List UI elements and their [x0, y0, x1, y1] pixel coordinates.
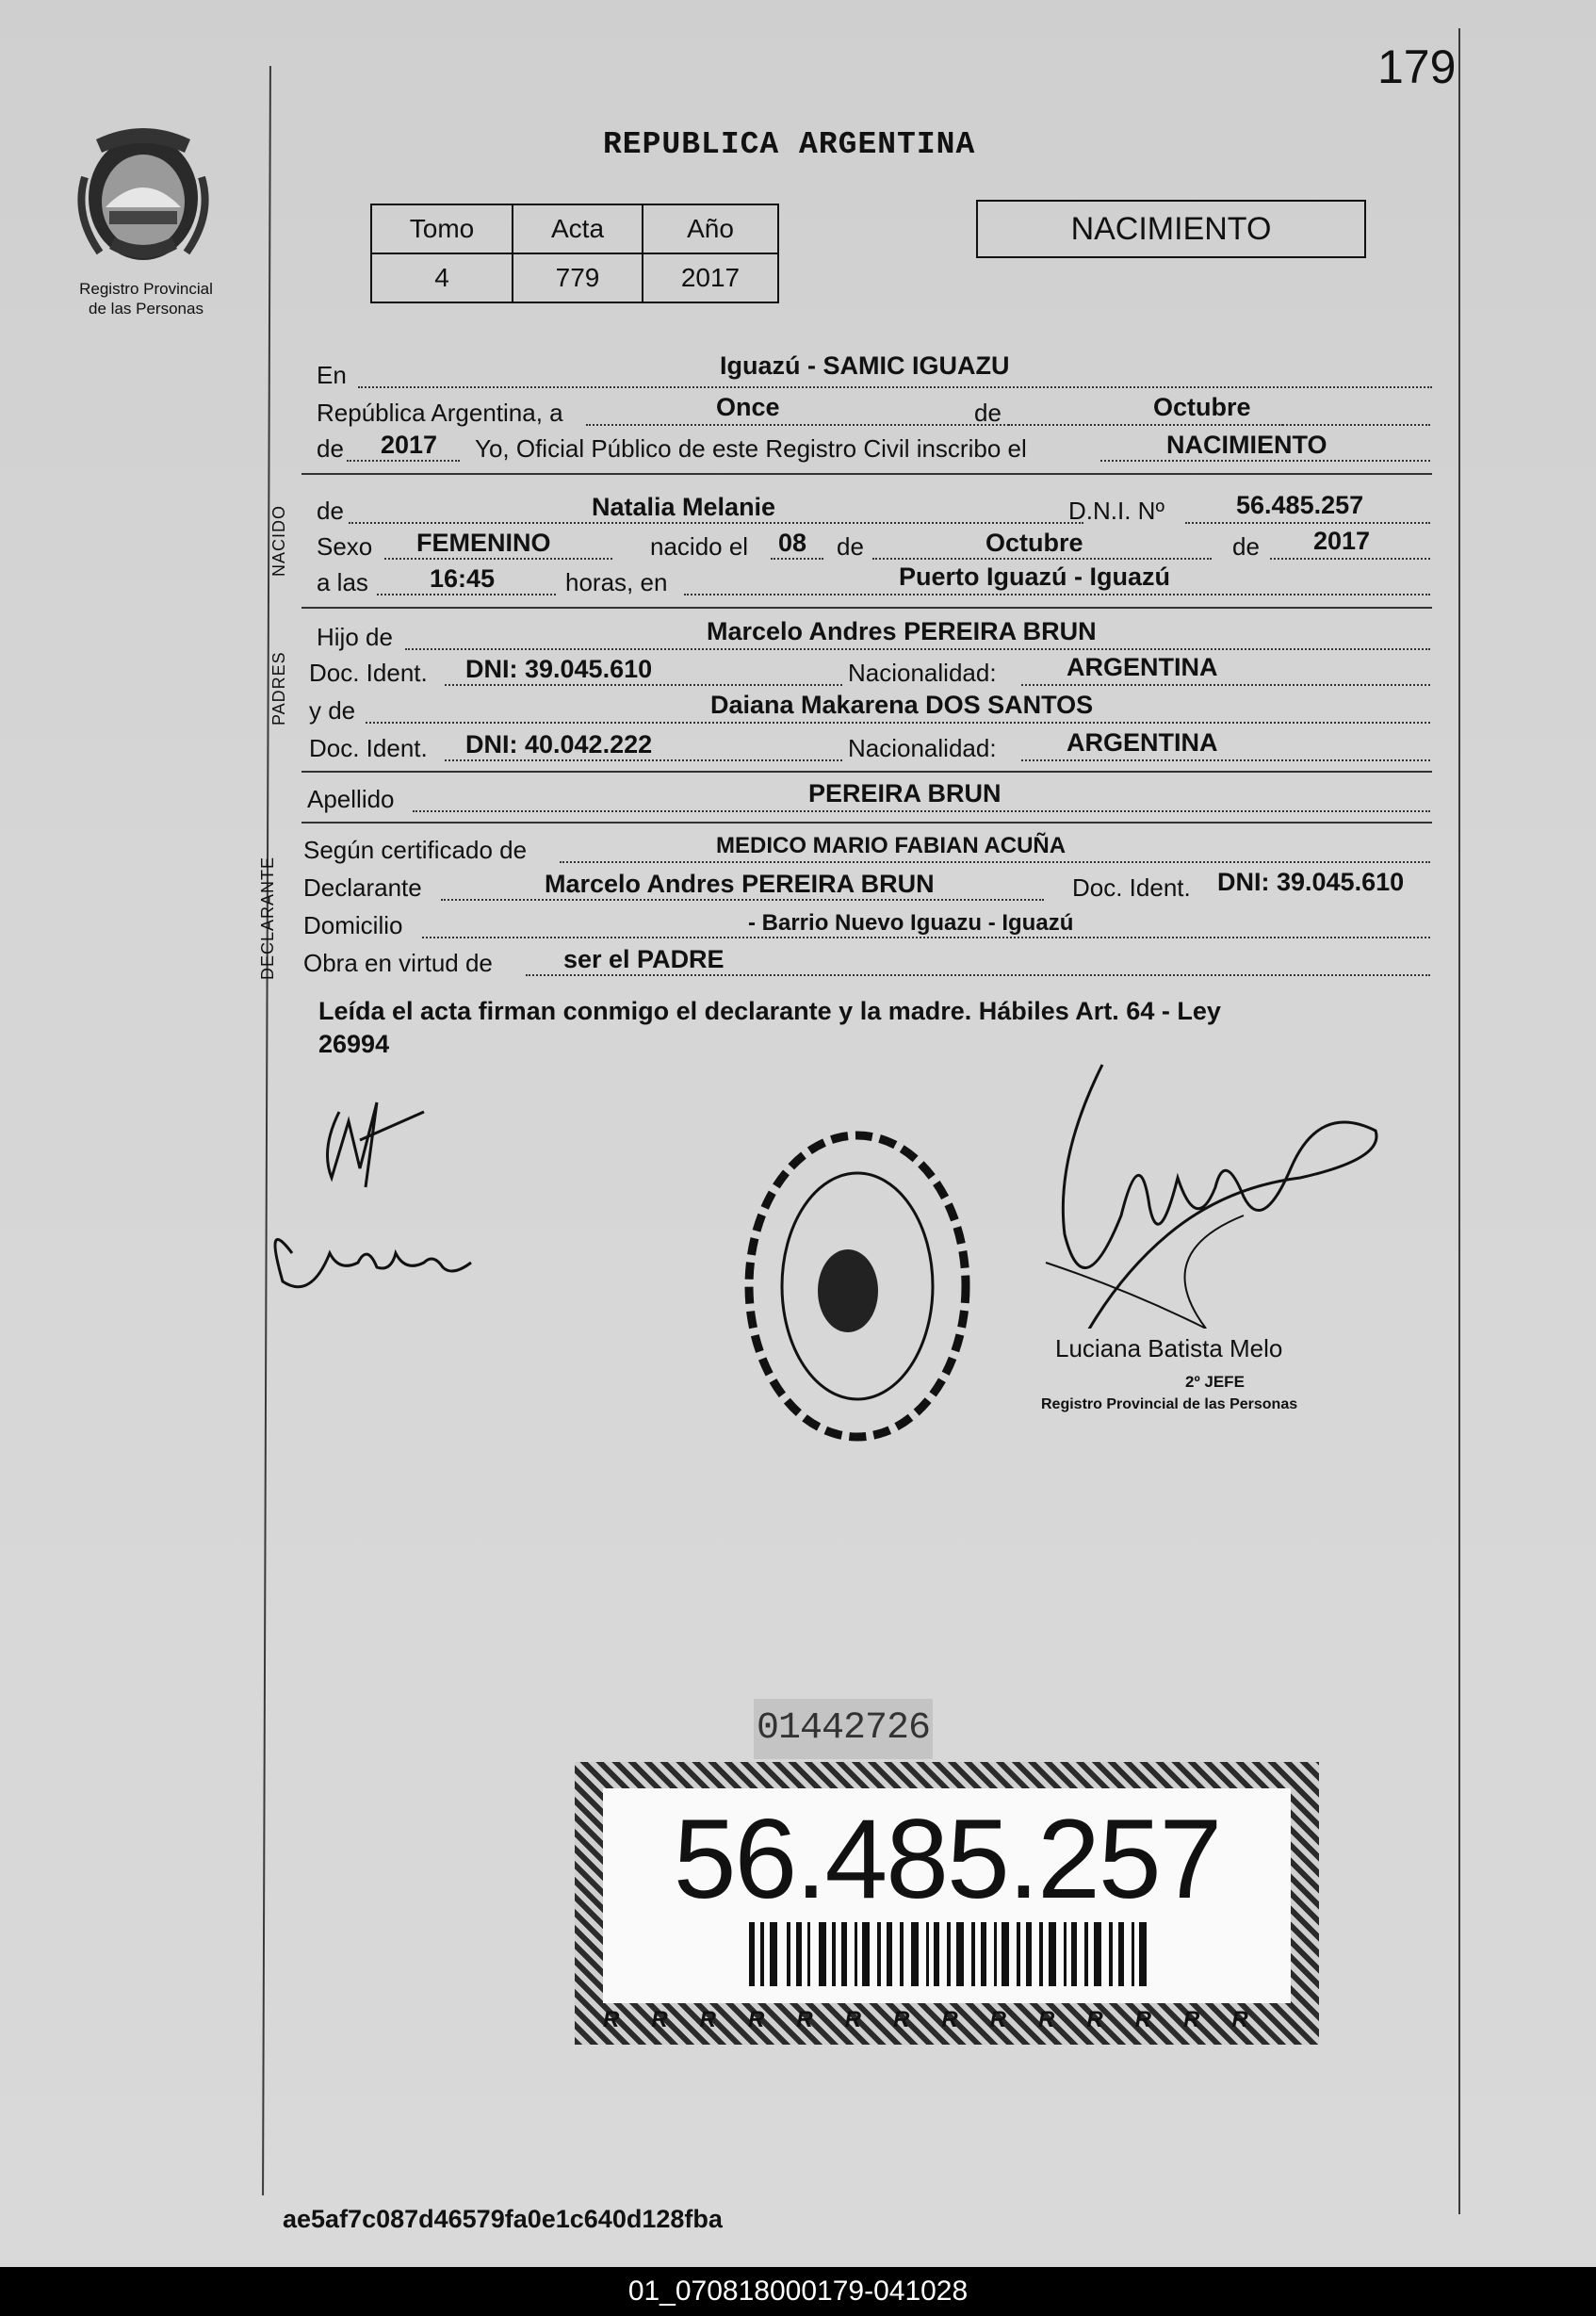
birth-month-value: Octubre: [985, 529, 1083, 557]
official-signature-icon: [1018, 1046, 1394, 1329]
id-sticker-stripe: RRRRRRRRRRRRRR: [603, 2007, 1280, 2032]
cert-label: Según certificado de: [303, 836, 528, 864]
dotted-leader: [377, 594, 556, 595]
record-header-acta: Acta: [513, 204, 643, 253]
official-registry: Registro Provincial de las Personas: [1041, 1396, 1298, 1412]
capacity-value: ser el PADRE: [563, 945, 725, 973]
header-title: REPUBLICA ARGENTINA: [603, 127, 976, 162]
de3-label: de: [317, 497, 344, 525]
de5-label: de: [1232, 532, 1260, 561]
line-place: [317, 351, 1428, 394]
dotted-leader: [441, 899, 1044, 901]
dotted-leader: [347, 460, 460, 462]
dotted-leader: [1008, 424, 1430, 426]
record-type-box: NACIMIENTO: [976, 200, 1366, 258]
official-text: Yo, Oficial Público de este Registro Civil inscribo el: [475, 434, 1027, 463]
barcode-icon: [749, 1922, 1154, 1986]
doc2-label: Doc. Ident.: [309, 734, 428, 762]
footer-hash: ae5af7c087d46579fa0e1c640d128fba: [283, 2205, 723, 2233]
apellido-label: Apellido: [307, 785, 395, 813]
birth-place-value: Puerto Iguazú - Iguazú: [899, 563, 1170, 591]
birth-day-value: 08: [778, 529, 807, 557]
right-margin-rule: [1458, 28, 1460, 2214]
dotted-leader: [526, 974, 1430, 976]
line-time: [317, 563, 1428, 601]
line-official: [317, 430, 1428, 467]
registry-seal-icon: [735, 1112, 980, 1460]
dotted-leader: [445, 759, 842, 761]
section-divider: [301, 771, 1432, 773]
dotted-leader: [560, 861, 1430, 863]
side-label-nacido: NACIDO: [269, 504, 288, 577]
surname-value: PEREIRA BRUN: [808, 779, 1002, 807]
dotted-leader: [366, 722, 1430, 724]
record-value-ano: 2017: [643, 253, 778, 302]
de-label: de: [974, 399, 1002, 427]
line-mother: [309, 691, 1428, 729]
dotted-leader: [1270, 558, 1430, 560]
year-value: 2017: [381, 431, 438, 459]
de4-label: de: [837, 532, 864, 561]
dotted-leader: [1185, 522, 1430, 524]
dotted-leader: [413, 810, 1430, 812]
nac-label: Nacionalidad:: [848, 659, 997, 687]
dotted-leader: [384, 558, 612, 560]
dotted-leader: [872, 558, 1212, 560]
section-divider: [301, 822, 1432, 824]
en-label: En: [317, 361, 347, 389]
alas-label: a las: [317, 568, 368, 596]
official-name: Luciana Batista Melo: [1055, 1334, 1283, 1362]
stamp-serial: 01442726: [754, 1699, 933, 1759]
dotted-leader: [349, 522, 1083, 524]
sex-value: FEMENINO: [416, 529, 551, 557]
doc-label: Doc. Ident.: [309, 659, 428, 687]
de2-label: de: [317, 434, 344, 463]
line-date: [317, 394, 1428, 432]
id-number: 56.485.257: [673, 1796, 1221, 1922]
province-crest-icon: [68, 121, 219, 271]
dotted-leader: [684, 594, 1430, 595]
line-father-doc: [309, 653, 1428, 692]
declarante-label: Declarante: [303, 873, 422, 902]
record-value-tomo: 4: [371, 253, 513, 302]
registry-caption: [52, 279, 240, 318]
dotted-leader: [358, 386, 1432, 388]
section-divider: [301, 473, 1432, 475]
birth-time-value: 16:45: [430, 564, 496, 593]
file-id-bar: 01_070818000179-041028: [0, 2267, 1596, 2316]
line-sex: [317, 528, 1428, 565]
mother-doc-value: DNI: 40.042.222: [465, 730, 653, 758]
dotted-leader: [405, 648, 1430, 650]
page-number: 179: [1377, 41, 1457, 93]
republica-label: República Argentina, a: [317, 399, 563, 427]
sexo-label: Sexo: [317, 532, 373, 561]
dotted-leader: [1021, 684, 1430, 686]
dotted-leader: [422, 937, 1430, 938]
nacido-label: nacido el: [650, 532, 749, 561]
father-name-value: Marcelo Andres PEREIRA BRUN: [707, 617, 1097, 645]
father-doc-value: DNI: 39.045.610: [465, 655, 653, 683]
declarant-doc-value: DNI: 39.045.610: [1217, 868, 1405, 896]
id-sticker: [575, 1762, 1319, 2045]
side-label-declarante: DECLARANTE: [258, 856, 277, 980]
obra-label: Obra en virtud de: [303, 949, 493, 977]
birth-year-value: 2017: [1313, 527, 1371, 555]
dni-label: D.N.I. Nº: [1068, 497, 1164, 525]
record-header-ano: Año: [643, 204, 778, 253]
child-name-value: Natalia Melanie: [592, 493, 776, 521]
mother-name-value: Daiana Makarena DOS SANTOS: [710, 691, 1094, 719]
registry-caption-line2: de las Personas: [89, 300, 204, 318]
line-address: [303, 906, 1428, 944]
official-title: 2º JEFE: [1185, 1373, 1245, 1391]
dotted-leader: [445, 684, 842, 686]
line-mother-doc: [309, 728, 1428, 767]
legal-note-line2: 26994: [318, 1030, 390, 1058]
line-certificate: [303, 831, 1428, 869]
side-label-padres: PADRES: [269, 651, 288, 726]
line-capacity: [303, 944, 1428, 982]
declarant-value: Marcelo Andres PEREIRA BRUN: [545, 870, 935, 898]
parent-signature-icon: [254, 1084, 518, 1319]
dotted-leader: [1100, 460, 1430, 462]
record-header-tomo: Tomo: [371, 204, 513, 253]
event-value: NACIMIENTO: [1166, 431, 1327, 459]
section-divider: [301, 607, 1432, 609]
line-child: [317, 492, 1428, 530]
dni-value: 56.485.257: [1236, 491, 1364, 519]
id-sticker-inner: [603, 1788, 1291, 2003]
nac2-label: Nacionalidad:: [848, 734, 997, 762]
day-word-value: Once: [716, 393, 780, 421]
father-nat-value: ARGENTINA: [1067, 653, 1218, 681]
record-table: [370, 204, 779, 303]
place-value: Iguazú - SAMIC IGUAZU: [720, 351, 1010, 380]
line-surname: [307, 779, 1428, 818]
yde-label: y de: [309, 696, 356, 725]
mother-nat-value: ARGENTINA: [1067, 728, 1218, 757]
dotted-leader: [1021, 759, 1430, 761]
line-declarant: [303, 868, 1428, 906]
registry-caption-line1: Registro Provincial: [79, 280, 213, 298]
record-value-acta: 779: [513, 253, 643, 302]
address-value: - Barrio Nuevo Iguazu - Iguazú: [748, 910, 1074, 936]
certificate-value: MEDICO MARIO FABIAN ACUÑA: [716, 833, 1067, 858]
month-value: Octubre: [1153, 393, 1251, 421]
hijo-label: Hijo de: [317, 623, 393, 651]
doc3-label: Doc. Ident.: [1072, 873, 1191, 902]
line-father: [317, 618, 1428, 656]
legal-note-line1: Leída el acta firman conmigo el declarante y la madre. Hábiles Art. 64 - Ley: [318, 997, 1221, 1025]
dotted-leader: [771, 558, 823, 560]
horas-label: horas, en: [565, 568, 668, 596]
domicilio-label: Domicilio: [303, 911, 403, 939]
